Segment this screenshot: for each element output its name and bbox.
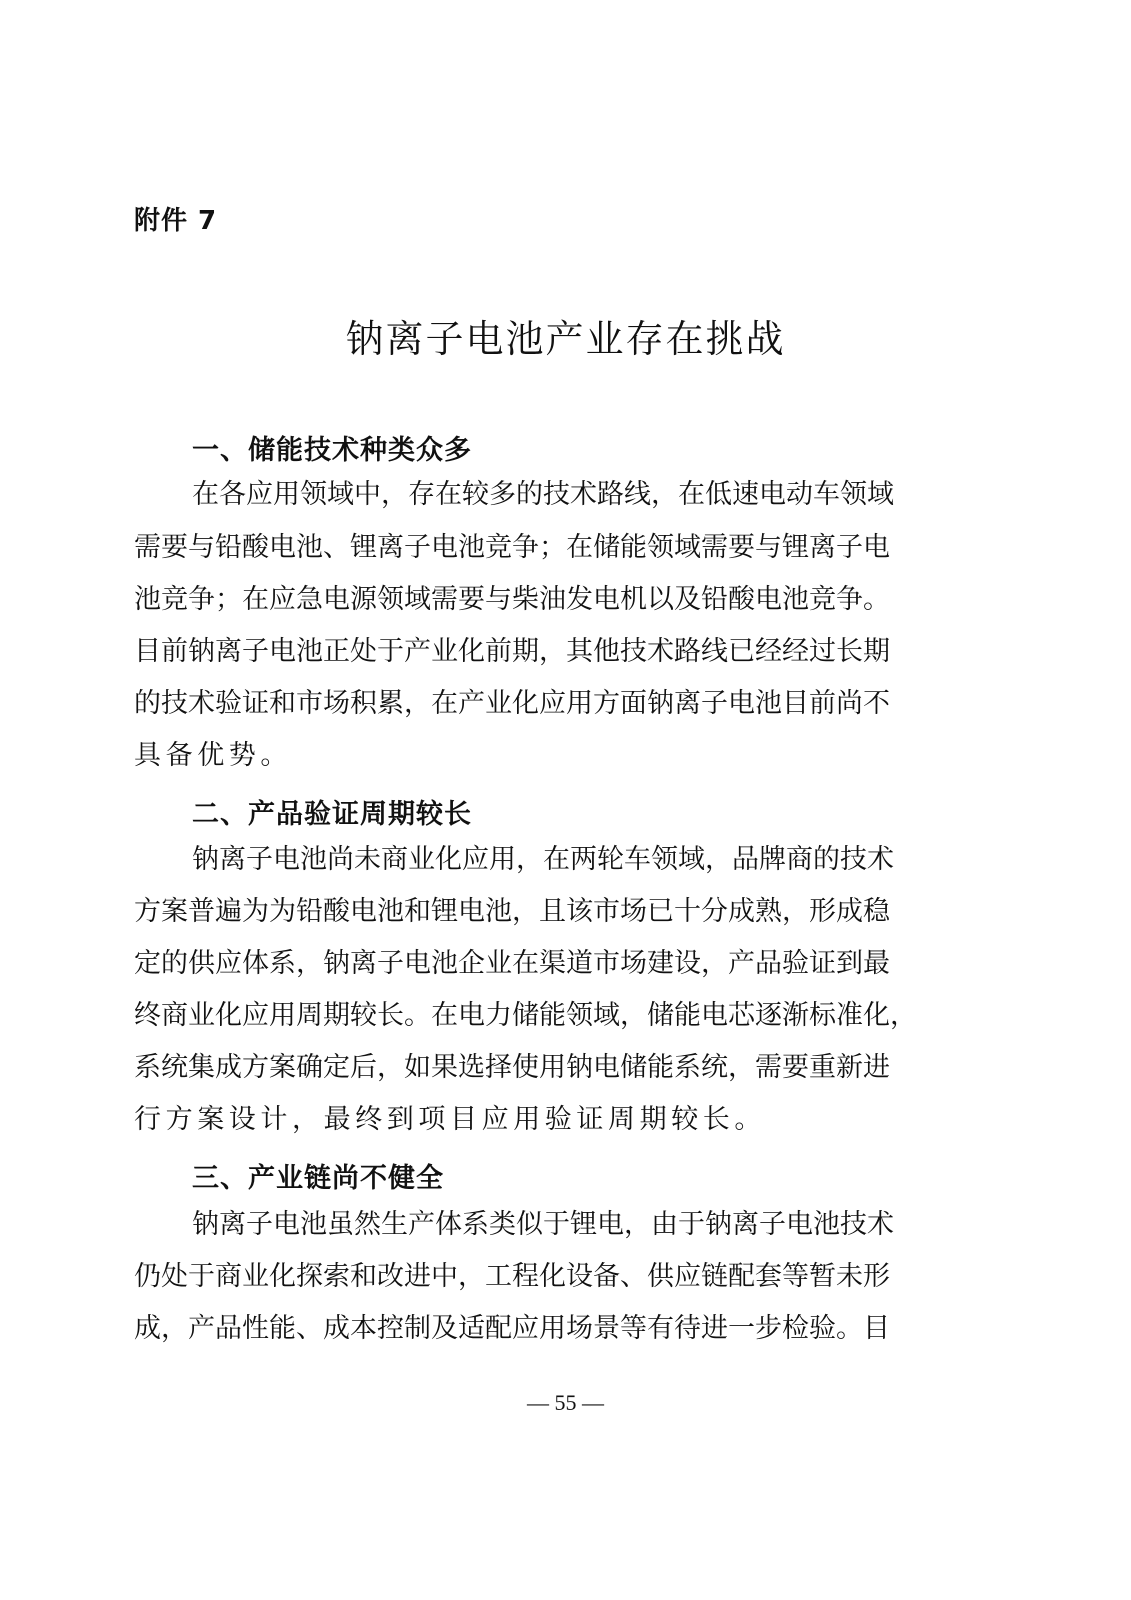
paragraph-line: 在各应用领域中，存在较多的技术路线，在低速电动车领域 <box>192 479 894 510</box>
paragraph-line: 仍处于商业化探索和改进中，工程化设备、供应链配套等暂未形 <box>134 1261 890 1292</box>
paragraph-line: 方案普遍为为铅酸电池和锂电池，且该市场已十分成熟，形成稳 <box>134 896 890 927</box>
section-heading: 一、储能技术种类众多 <box>192 435 472 466</box>
document-title: 钠离子电池产业存在挑战 <box>345 317 786 361</box>
paragraph-line: 目前钠离子电池正处于产业化前期，其他技术路线已经经过长期 <box>134 636 890 667</box>
paragraph-line: 具备优势。 <box>134 740 292 771</box>
paragraph-line: 池竞争；在应急电源领域需要与柴油发电机以及铅酸电池竞争。 <box>134 584 890 615</box>
page-number: — 55 — <box>527 1390 604 1415</box>
paragraph-line: 需要与铅酸电池、锂离子电池竞争；在储能领域需要与锂离子电 <box>134 532 890 563</box>
section-heading: 三、产业链尚不健全 <box>192 1163 444 1194</box>
paragraph-line: 钠离子电池虽然生产体系类似于锂电，由于钠离子电池技术 <box>192 1209 894 1240</box>
attachment-label: 附件 7 <box>134 206 218 236</box>
paragraph-line: 成，产品性能、成本控制及适配应用场景等有待进一步检验。目 <box>134 1313 890 1344</box>
paragraph-line: 行方案设计，最终到项目应用验证周期较长。 <box>134 1104 766 1135</box>
paragraph-line: 的技术验证和市场积累，在产业化应用方面钠离子电池目前尚不 <box>134 688 890 719</box>
paragraph-line: 终商业化应用周期较长。在电力储能领域，储能电芯逐渐标准化， <box>134 1000 917 1031</box>
section-heading: 二、产品验证周期较长 <box>192 799 472 830</box>
paragraph-line: 系统集成方案确定后，如果选择使用钠电储能系统，需要重新进 <box>134 1052 890 1083</box>
paragraph-line: 定的供应体系，钠离子电池企业在渠道市场建设，产品验证到最 <box>134 948 890 979</box>
paragraph-line: 钠离子电池尚未商业化应用，在两轮车领域，品牌商的技术 <box>192 844 894 875</box>
